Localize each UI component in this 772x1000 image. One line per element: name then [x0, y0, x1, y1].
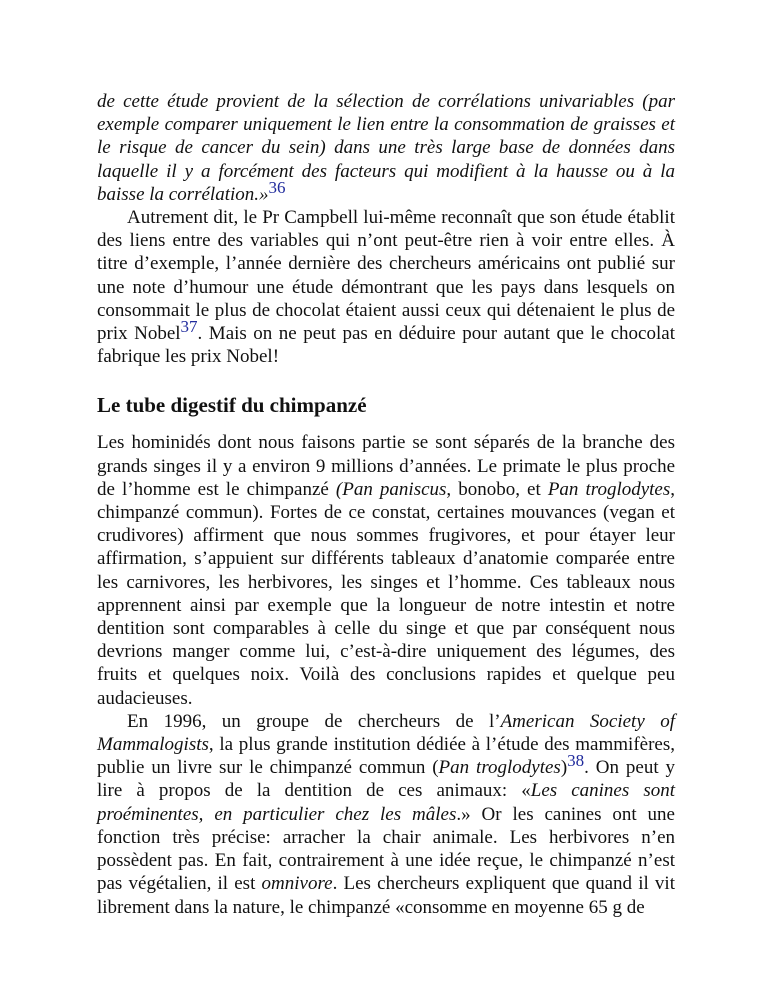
footnote-ref-36[interactable]: 36 [268, 177, 286, 197]
text-run: En 1996, un groupe de chercheurs de l’ [127, 710, 501, 732]
text-run: , bonobo, et [446, 478, 548, 500]
text-run: , la plus grande institution dédiée à l’étude des mammifères, publie un livre sur le chimpanzé commun ( [97, 734, 675, 779]
emphasis: omnivore [261, 873, 333, 895]
species-name: (Pan paniscus [335, 478, 447, 500]
paragraph-text: Autrement dit, le Pr Campbell lui-même reconnaît que son étude établit des liens entre des variables qui n’ont peut-être rien à voir entre elles. À titre d’exemple, l’année dernière des chercheurs américains ont publié sur une note d’humour une étude démontrant que les pays dans lesquels on consommait le plus de chocolat étaient aussi ceux qui détenaient le plus de prix Nobel [97, 207, 675, 345]
footnote-ref-37[interactable]: 37 [180, 317, 198, 337]
text-run: .» Or les canines ont une fonction très précise: arracher la chair animale. Les herbivores n’en possèdent pas. En fait, contrairement à une idée reçue, le chimpanzé n’est pas végétalien, il est [97, 803, 675, 895]
text-run: , chimpanzé commun). Fortes de ce constat, certaines mouvances (vegan et crudivores) affirment que nous sommes frugivores, et pour étayer leur affirmation, s’appuient sur différents tableaux d’anatomie comparée entre les carnivores, les herbivores, les singes et l’homme. Ces tableaux nous apprennent ainsi par exemple que la longueur de notre intestin et notre dentition sont comparables à celle du singe et que par conséquent nous devrions manger comme lui, c’est-à-dire uniquement des légumes, des fruits et quelques noix. Voilà des conclusions rapides et quelque peu audacieuses. [97, 478, 676, 709]
body-paragraph-campbell [97, 206, 675, 368]
text-run: ) [560, 757, 568, 779]
text-run: Les hominidés dont nous faisons partie se sont séparés de la branche des grands singes il y a environ 9 millions d’années. Le primate le plus proche de l’homme est le chimpanzé [97, 432, 675, 500]
text-run: . Les chercheurs expliquent que quand il vit librement dans la nature, le chimpanzé «consomme en moyenne 65 g de [97, 873, 675, 918]
footnote-ref-38[interactable]: 38 [567, 751, 585, 771]
section-heading: Le tube digestif du chimpanzé [97, 393, 367, 418]
institution-name: American Society of Mammalogists [97, 710, 675, 756]
paragraph-text-tail: . Mais on ne peut pas en déduire pour autant que le chocolat fabrique les prix Nobel! [97, 323, 675, 368]
inline-quote: Les canines sont proéminentes, en particulier chez les mâles [97, 780, 676, 825]
quote-text: de cette étude provient de la sélection de corrélations univariables (par exemple comparer uniquement le lien entre la consommation de graisses et le risque de cancer du sein) dans une très large base de données dans laquelle il y a forcément des facteurs qui modifient à la hausse ou à la baisse la corrélation.» [97, 91, 675, 205]
text-run: . On peut y lire à propos de la dentition de ces animaux: « [97, 757, 675, 802]
body-paragraph-hominids [97, 431, 675, 709]
species-name: Pan troglodytes [438, 757, 561, 779]
species-name: Pan troglodytes [547, 478, 671, 500]
quote-paragraph [97, 90, 675, 206]
body-paragraph-1996 [97, 710, 675, 919]
